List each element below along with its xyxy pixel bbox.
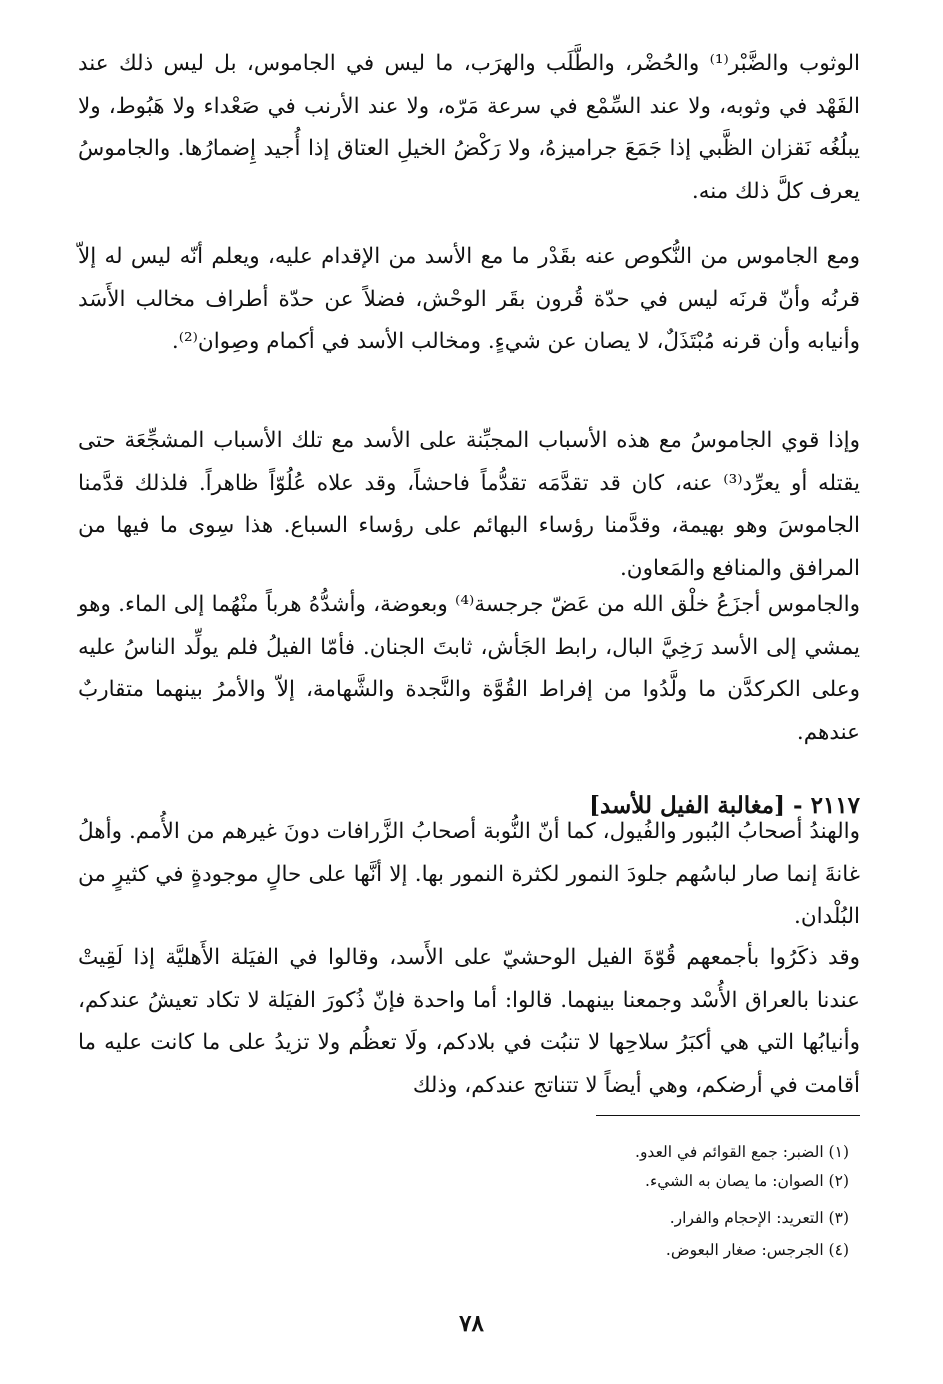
paragraph-6: وقد ذكَرُوا بأجمعهم قُوّةَ الفيل الوحشيّ على الأَسد، وقالوا في الفيَلة الأَهليَّة إذا لَقِيتْ عندنا بالعراق الأُسْد وجمعنا بينهما. قالوا: أما واحدة فإنّ ذُكورَ الفيَلة لا تكاد تعيشُ عندكم، وأنيابُها التي هي أكبَرُ سلاحِها لا تنبُت في بلادكم، ولَا تعظُم ولا تزيدُ على ما كانت عليه ما أقامت في أرضكم، وهي أيضاً لا تتناتج عندكم، وذلك (78, 945, 860, 1098)
footnote-1: (١) الضبر: جمع القوائم في العدو. (635, 1143, 849, 1161)
paragraph-1: الوثوب والضَّبْر⁽¹⁾ والحُضْر، والطَّلَب والهرَب، ما ليس في الجاموس، بل ليس ذلك عند الفَهْد في وثوبه، ولا عند السِّمْع في سرعة مَرّه، ولا عند الأرنب في صَعْداء ولا هَبُوط، ولا يبلُغُه نَقزان الظَّبي إذا جَمَعَ جراميزهُ، ولا رَكْضُ الخيلِ العتاق إذا أُجيد إِضمارُها. والجاموسُ يعرف كلَّ ذلك منه. (78, 51, 860, 204)
paragraph-4: والجاموس أجزَعُ خلْق الله من عَضّ جرجسة⁽⁴⁾ وبعوضة، وأشدُّهُ هرباً منْهُما إلى الماء. وهو يمشي إلى الأسد رَخِيَّ البال، رابط الجَأش، ثابتَ الجنان. فأمّا الفيلُ فلم يولِّد الناسُ عليه وعلى الكركدَّن ما ولَّدُوا من إفراط القُوَّة والنَّجدة والشَّهامة، إلاّ والأمرُ بينهما متقاربٌ عندهم. (78, 592, 860, 745)
paragraph-3: وإذا قوي الجاموسُ مع هذه الأسباب المجبِّنة على الأسد مع تلك الأسباب المشجِّعَة حتى يقتله أو يعرِّد⁽³⁾ عنه، كان قد تقدَّمَه تقدُّماً فاحشاً، وقد علاه عُلُوّاً ظاهراً. فلذلك قدَّمنا الجاموسَ وهو بهيمة، وقدَّمنا رؤساء البهائم على رؤساء السباع. هذا سِوى ما فيها من المرافق والمنافع والمَعاون. (78, 428, 861, 581)
footnote-divider (596, 1115, 860, 1116)
footnote-4: (٤) الجرجس: صغار البعوض. (665, 1241, 849, 1259)
footnote-2: (٢) الصوان: ما يصان به الشيء. (645, 1172, 849, 1190)
paragraph-5: والهندُ أصحابُ البُبور والفُيول، كما أنّ النُّوبة أصحابُ الزَّرافات دونَ غيرهم من الأُمم. وأهلُ غانةَ إنما صار لباسُهم جلودَ النمور لكثرة النمور بها. إلا أنَّها على حالٍ موجودةٍ في كثيرٍ من البُلْدان. (78, 819, 860, 930)
paragraph-2: ومع الجاموس من النُّكوص عنه بقَدْر ما مع الأسد من الإقدام عليه، ويعلم أنّه ليس له إلاّ قرنُه وأنّ قرنَه ليس في حدّة قُرون بقَر الوحْش، فضلاً عن حدّة أطراف مخالب الأَسَد وأنيابه وأن قرنه مُبْتَذَلٌ، لا يصان عن شيءٍ. ومخالب الأسد في أكمام وصِوان⁽²⁾. (78, 244, 860, 355)
footnote-3: (٣) التعريد: الإحجام والفرار. (669, 1209, 849, 1227)
section-heading: ٢١١٧ - [مغالبة الفيل للأسد] (589, 792, 860, 819)
page-number: ٧٨ (459, 1310, 484, 1337)
